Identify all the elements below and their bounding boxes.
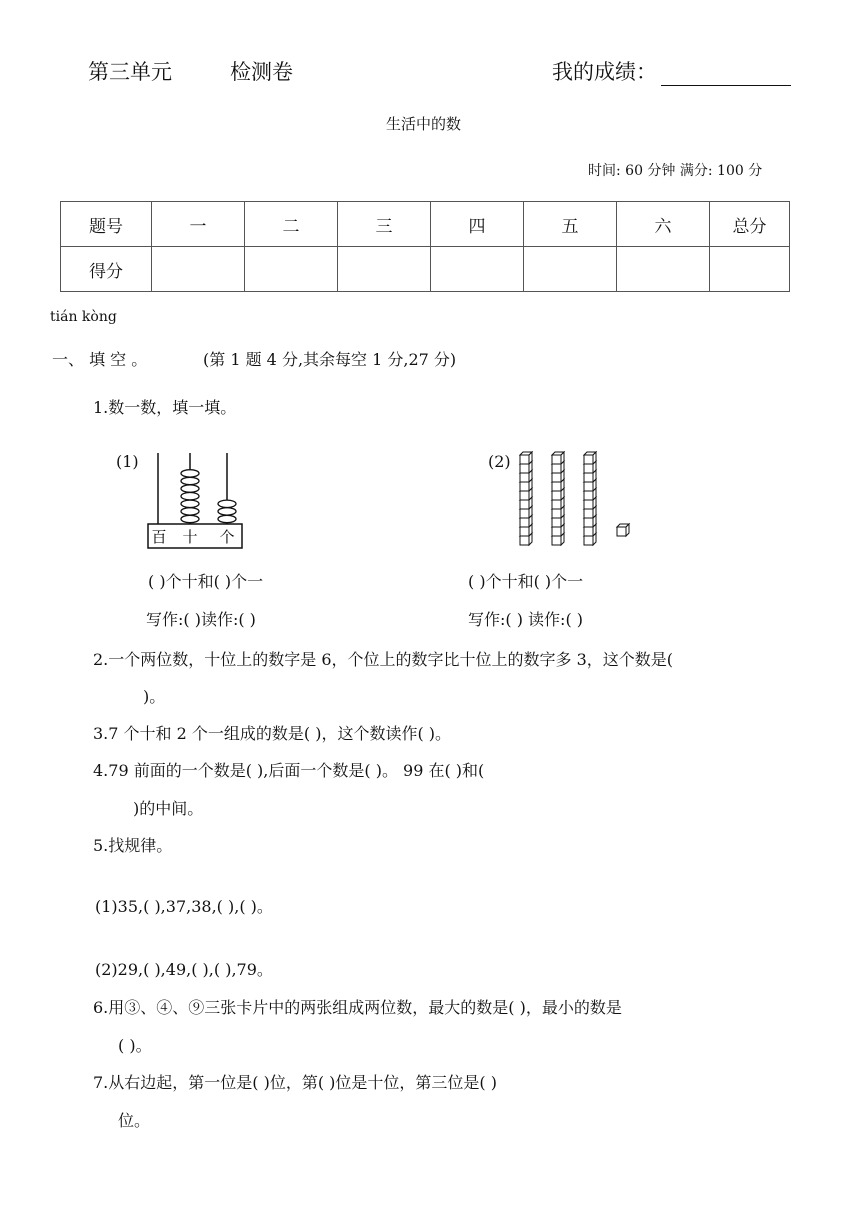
q1-left-line2[interactable]: 写作:( )读作:( )	[146, 610, 256, 629]
ten-rod-cube	[520, 452, 532, 464]
table-cell: 四	[431, 202, 524, 247]
question-5-line2[interactable]: (2)29,( ),49,( ),( ),79。	[95, 960, 273, 979]
table-cell: 题号	[61, 202, 152, 247]
table-cell: 三	[338, 202, 431, 247]
score-input-cell[interactable]	[617, 247, 710, 292]
section-pinyin: tián kòng	[50, 309, 117, 325]
question-4-line1[interactable]: 4.79 前面的一个数是( ),后面一个数是( )。 99 在( )和(	[93, 761, 485, 780]
table-cell: 五	[524, 202, 617, 247]
score-input-cell[interactable]	[710, 247, 790, 292]
ten-rod-cube	[584, 452, 596, 464]
question-5-line1[interactable]: (1)35,( ),37,38,( ),( )。	[95, 897, 273, 916]
abacus-bead-tens	[181, 515, 199, 522]
score-input-cell[interactable]	[152, 247, 245, 292]
abacus-label-ones: 个	[219, 528, 235, 546]
abacus-bead-tens	[181, 493, 199, 500]
ten-rod-cube	[552, 452, 564, 464]
score-label: 我的成绩：	[552, 60, 657, 84]
question-1: 1.数一数，填一填。	[93, 398, 237, 417]
one-cube	[617, 524, 629, 536]
abacus-bead-ones	[218, 500, 236, 507]
score-input-cell[interactable]	[338, 247, 431, 292]
question-6-line1[interactable]: 6.用③、④、⑨三张卡片中的两张组成两位数，最大的数是( )，最小的数是	[93, 998, 622, 1017]
question-3[interactable]: 3.7 个十和 2 个一组成的数是( )，这个数读作( )。	[93, 724, 452, 743]
q1-left-line1[interactable]: ( )个十和( )个一	[148, 572, 264, 591]
table-cell: 总分	[710, 202, 790, 247]
table-cell: 得分	[61, 247, 152, 292]
abacus-bead-ones	[218, 515, 236, 522]
score-table	[60, 201, 790, 292]
abacus-label-tens: 十	[182, 528, 198, 546]
abacus-bead-tens	[181, 477, 199, 484]
question-5: 5.找规律。	[93, 836, 173, 855]
q1-right-line1[interactable]: ( )个十和( )个一	[468, 572, 584, 591]
question-7-line2[interactable]: 位。	[118, 1111, 151, 1130]
question-6-line2[interactable]: ( )。	[118, 1036, 152, 1055]
figure-2-label: (2)	[488, 452, 511, 471]
score-input-cell[interactable]	[431, 247, 524, 292]
blocks-group	[520, 452, 629, 545]
section-title: 一、 填 空 。	[52, 350, 148, 369]
question-2-line2[interactable]: )。	[143, 687, 166, 706]
figure-1-label: (1)	[116, 452, 139, 471]
score-field	[552, 56, 791, 86]
score-input-cell[interactable]	[524, 247, 617, 292]
subtitle: 生活中的数	[386, 115, 462, 133]
score-table-score-row	[61, 247, 790, 292]
question-7-line1[interactable]: 7.从右边起，第一位是( )位，第( )位是十位，第三位是( )	[93, 1073, 497, 1092]
abacus-bead-ones	[218, 508, 236, 515]
section-points: (第 1 题 4 分,其余每空 1 分,27 分)	[203, 350, 457, 369]
q1-right-line2[interactable]: 写作:( ) 读作:( )	[468, 610, 584, 629]
abacus-ones-beads	[218, 500, 236, 523]
score-table-header-row	[61, 202, 790, 247]
abacus-bead-tens	[181, 485, 199, 492]
table-cell: 二	[245, 202, 338, 247]
score-input-cell[interactable]	[245, 247, 338, 292]
abacus-bead-tens	[181, 500, 199, 507]
time-info: 时间: 60 分钟 满分: 100 分	[588, 163, 763, 179]
abacus-tens-beads	[181, 470, 199, 523]
unit-title: 第三单元	[88, 60, 172, 84]
question-4-line2[interactable]: )的中间。	[133, 799, 204, 818]
abacus-label-hundreds: 百	[151, 528, 167, 546]
table-cell: 一	[152, 202, 245, 247]
blocks-figure	[515, 448, 645, 548]
exam-title: 检测卷	[230, 60, 293, 84]
question-2-line1[interactable]: 2.一个两位数，十位上的数字是 6，个位上的数字比十位上的数字多 3，这个数是(	[93, 650, 674, 669]
score-blank	[661, 63, 791, 86]
abacus-figure	[140, 445, 250, 553]
abacus-bead-tens	[181, 508, 199, 515]
table-cell: 六	[617, 202, 710, 247]
abacus-bead-tens	[181, 470, 199, 477]
